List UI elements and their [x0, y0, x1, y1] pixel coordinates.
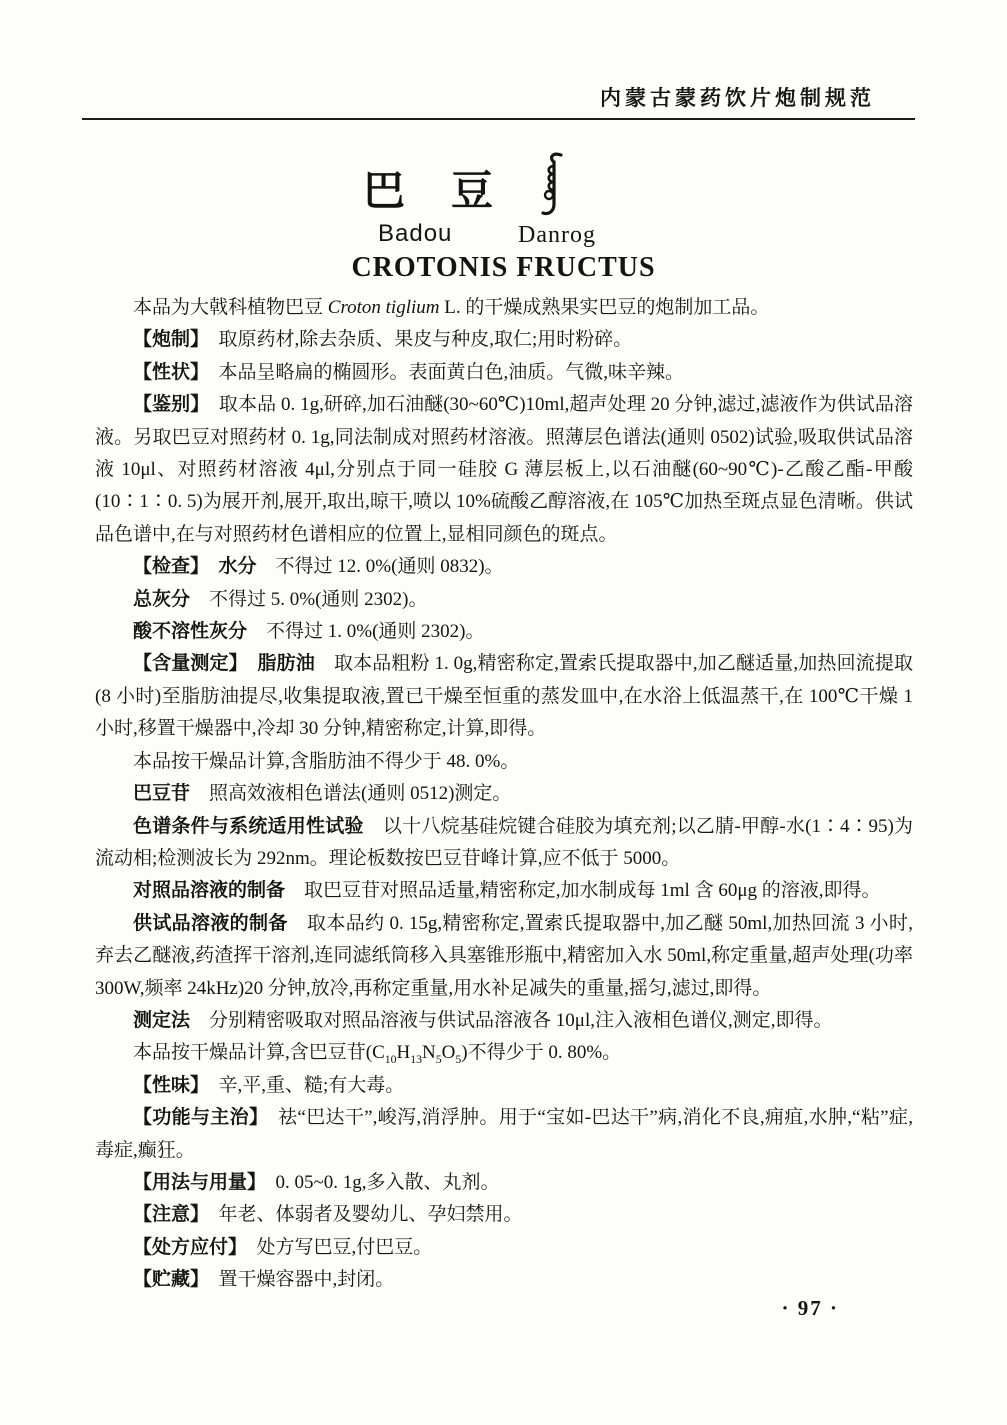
body-paragraph [95, 1167, 913, 1199]
monograph-body [95, 292, 913, 1297]
text-segment: 【炮制】 [133, 329, 200, 351]
page-number: · 97 · [781, 1296, 839, 1320]
body-paragraph [95, 746, 913, 778]
text-segment: 取本品粗粉 1. 0g,精密称定,置索氏提取器中,加乙醚适量,加热回流提取(8 小时)至脂肪油提尽,收集提取液,置已干燥至恒重的蒸发皿中,在水浴上低温蒸干,在 100℃干燥 1 小时,移置干燥器中,冷却 30 分钟,精密称定,计算,即得。 [95, 653, 913, 740]
drug-title-chinese: 巴 豆 [363, 169, 496, 215]
text-segment: 对照品溶液的制备 [133, 880, 286, 902]
body-paragraph [95, 1264, 913, 1296]
body-paragraph [95, 1005, 913, 1037]
header-rule [82, 118, 915, 120]
text-segment: 本品按干燥品计算,含巴豆苷(C [133, 1042, 385, 1064]
text-segment: )不得少于 0. 80%。 [461, 1042, 622, 1064]
text-segment: Croton tiglium [327, 297, 440, 318]
text-segment: 不得过 5. 0%(通则 2302)。 [190, 588, 428, 610]
text-segment: H [396, 1042, 411, 1064]
text-segment: 不得过 1. 0%(通则 2302)。 [247, 621, 485, 643]
body-paragraph [95, 324, 913, 356]
text-segment: 以十八烷基硅烷键合硅胶为填充剂;以乙腈-甲醇-水(1∶4∶95)为流动相;检测波长为 292nm。理论板数按巴豆苷峰计算,应不低于 5000。 [95, 815, 913, 869]
text-segment: 处方写巴豆,付巴豆。 [237, 1236, 433, 1258]
body-paragraph [95, 778, 913, 810]
text-segment: 色谱条件与系统适用性试验 [133, 815, 364, 837]
body-paragraph [95, 875, 913, 907]
text-segment: 祛“巴达干”,峻泻,消浮肿。用于“宝如-巴达干”病,消化不良,痈疽,水肿,“粘”症,毒症,癫狂。 [95, 1107, 913, 1161]
text-segment: 不得过 12. 0%(通则 0832)。 [256, 556, 504, 578]
latin-title: CROTONIS FRUCTUS [351, 252, 656, 283]
text-segment [200, 556, 219, 577]
body-paragraph [95, 292, 913, 324]
text-segment: 【性状】 [133, 361, 200, 383]
body-paragraph [95, 1070, 913, 1102]
text-segment: 13 [410, 1053, 423, 1067]
text-segment: 脂肪油 [257, 653, 315, 675]
text-segment: 0. 05~0. 1g,多入散、丸剂。 [256, 1171, 500, 1193]
body-paragraph [95, 616, 913, 648]
text-segment: N [422, 1042, 436, 1064]
text-segment: L. 的干燥成熟果实巴豆的炮制加工品。 [439, 297, 770, 318]
pinyin-romanization: Badou [378, 220, 453, 247]
text-segment: 总灰分 [133, 588, 191, 610]
text-segment: 【含量测定】 [133, 653, 239, 675]
text-segment: 【检查】 [133, 556, 200, 578]
body-paragraph [95, 357, 913, 389]
body-paragraph [95, 584, 913, 616]
text-segment: O [441, 1042, 456, 1064]
text-segment: 水分 [218, 556, 257, 578]
mongolian-romanization: Danrog [518, 222, 596, 248]
text-segment: 照高效液相色谱法(通则 0512)测定。 [190, 783, 512, 805]
text-segment: 【功能与主治】 [133, 1107, 259, 1129]
text-segment: 10 [384, 1053, 397, 1067]
text-segment: 分别精密吸取对照品溶液与供试品溶液各 10μl,注入液相色谱仪,测定,即得。 [190, 1009, 833, 1031]
text-segment: 取本品 0. 1g,研碎,加石油醚(30~60℃)10ml,超声处理 20 分钟,滤过,滤液作为供试品溶液。另取巴豆对照药材 0. 1g,同法制成对照药材溶液。照薄层色谱法(通则 0502)试验,吸取供试品溶液 10μl、对照药材溶液 4μl,分别点于同一硅胶 G 薄层板上,以石油醚(60~90℃)-乙酸乙酯-甲酸(10∶1∶0. 5)为展开剂,展开,取出,晾干,喷以 10%硫酸乙醇溶液,在 105℃加热至斑点显色清晰。供试品色谱中,在与对照药材色谱相应的位置上,显相同颜色的斑点。 [95, 394, 913, 545]
body-paragraph [95, 1102, 913, 1167]
text-segment: 5 [455, 1053, 462, 1067]
running-title: 内蒙古蒙药饮片炮制规范 [600, 86, 875, 110]
text-segment: 【鉴别】 [133, 394, 200, 416]
text-segment: 【处方应付】 [133, 1236, 238, 1258]
text-segment: 酸不溶性灰分 [133, 621, 248, 643]
text-segment: 年老、体弱者及婴幼儿、孕妇禁用。 [199, 1204, 523, 1226]
body-paragraph [95, 1037, 913, 1069]
text-segment: 取本品约 0. 15g,精密称定,置索氏提取器中,加乙醚 50ml,加热回流 3 小时,弃去乙醚液,药渣挥干溶剂,连同滤纸筒移入具塞锥形瓶中,精密加入水 50ml,称定重量,超声处理(功率 300W,频率 24kHz)20 分钟,放冷,再称定重量,用水补足减失的重量,摇匀,滤过,即得。 [95, 912, 913, 999]
body-paragraph [95, 389, 913, 551]
body-paragraph [95, 811, 913, 876]
text-segment: 【性味】 [133, 1074, 200, 1096]
text-segment: 测定法 [133, 1009, 191, 1031]
text-segment: 取原药材,除去杂质、果皮与种皮,取仁;用时粉碎。 [199, 329, 633, 351]
text-segment: 取巴豆苷对照品适量,精密称定,加水制成每 1ml 含 60μg 的溶液,即得。 [285, 880, 881, 902]
body-paragraph [95, 1199, 913, 1231]
text-segment: 供试品溶液的制备 [133, 912, 288, 934]
body-paragraph [95, 648, 913, 745]
text-segment: 【贮藏】 [133, 1269, 200, 1291]
body-paragraph [95, 551, 913, 583]
body-paragraph [95, 908, 913, 1005]
body-paragraph [95, 1232, 913, 1264]
text-segment [238, 653, 257, 674]
text-segment: 本品呈略扁的椭圆形。表面黄白色,油质。气微,味辛辣。 [199, 361, 685, 383]
mongolian-script-glyph [536, 150, 570, 220]
text-segment: 置干燥容器中,封闭。 [199, 1269, 395, 1291]
text-segment: 5 [435, 1053, 442, 1067]
text-segment: 【注意】 [133, 1204, 200, 1226]
text-segment: 【用法与用量】 [133, 1171, 257, 1193]
text-segment: 本品为大戟科植物巴豆 [133, 297, 328, 318]
text-segment: 辛,平,重、糙;有大毒。 [199, 1074, 405, 1096]
text-segment: 巴豆苷 [133, 783, 191, 805]
text-segment: 本品按干燥品计算,含脂肪油不得少于 48. 0%。 [133, 750, 520, 772]
